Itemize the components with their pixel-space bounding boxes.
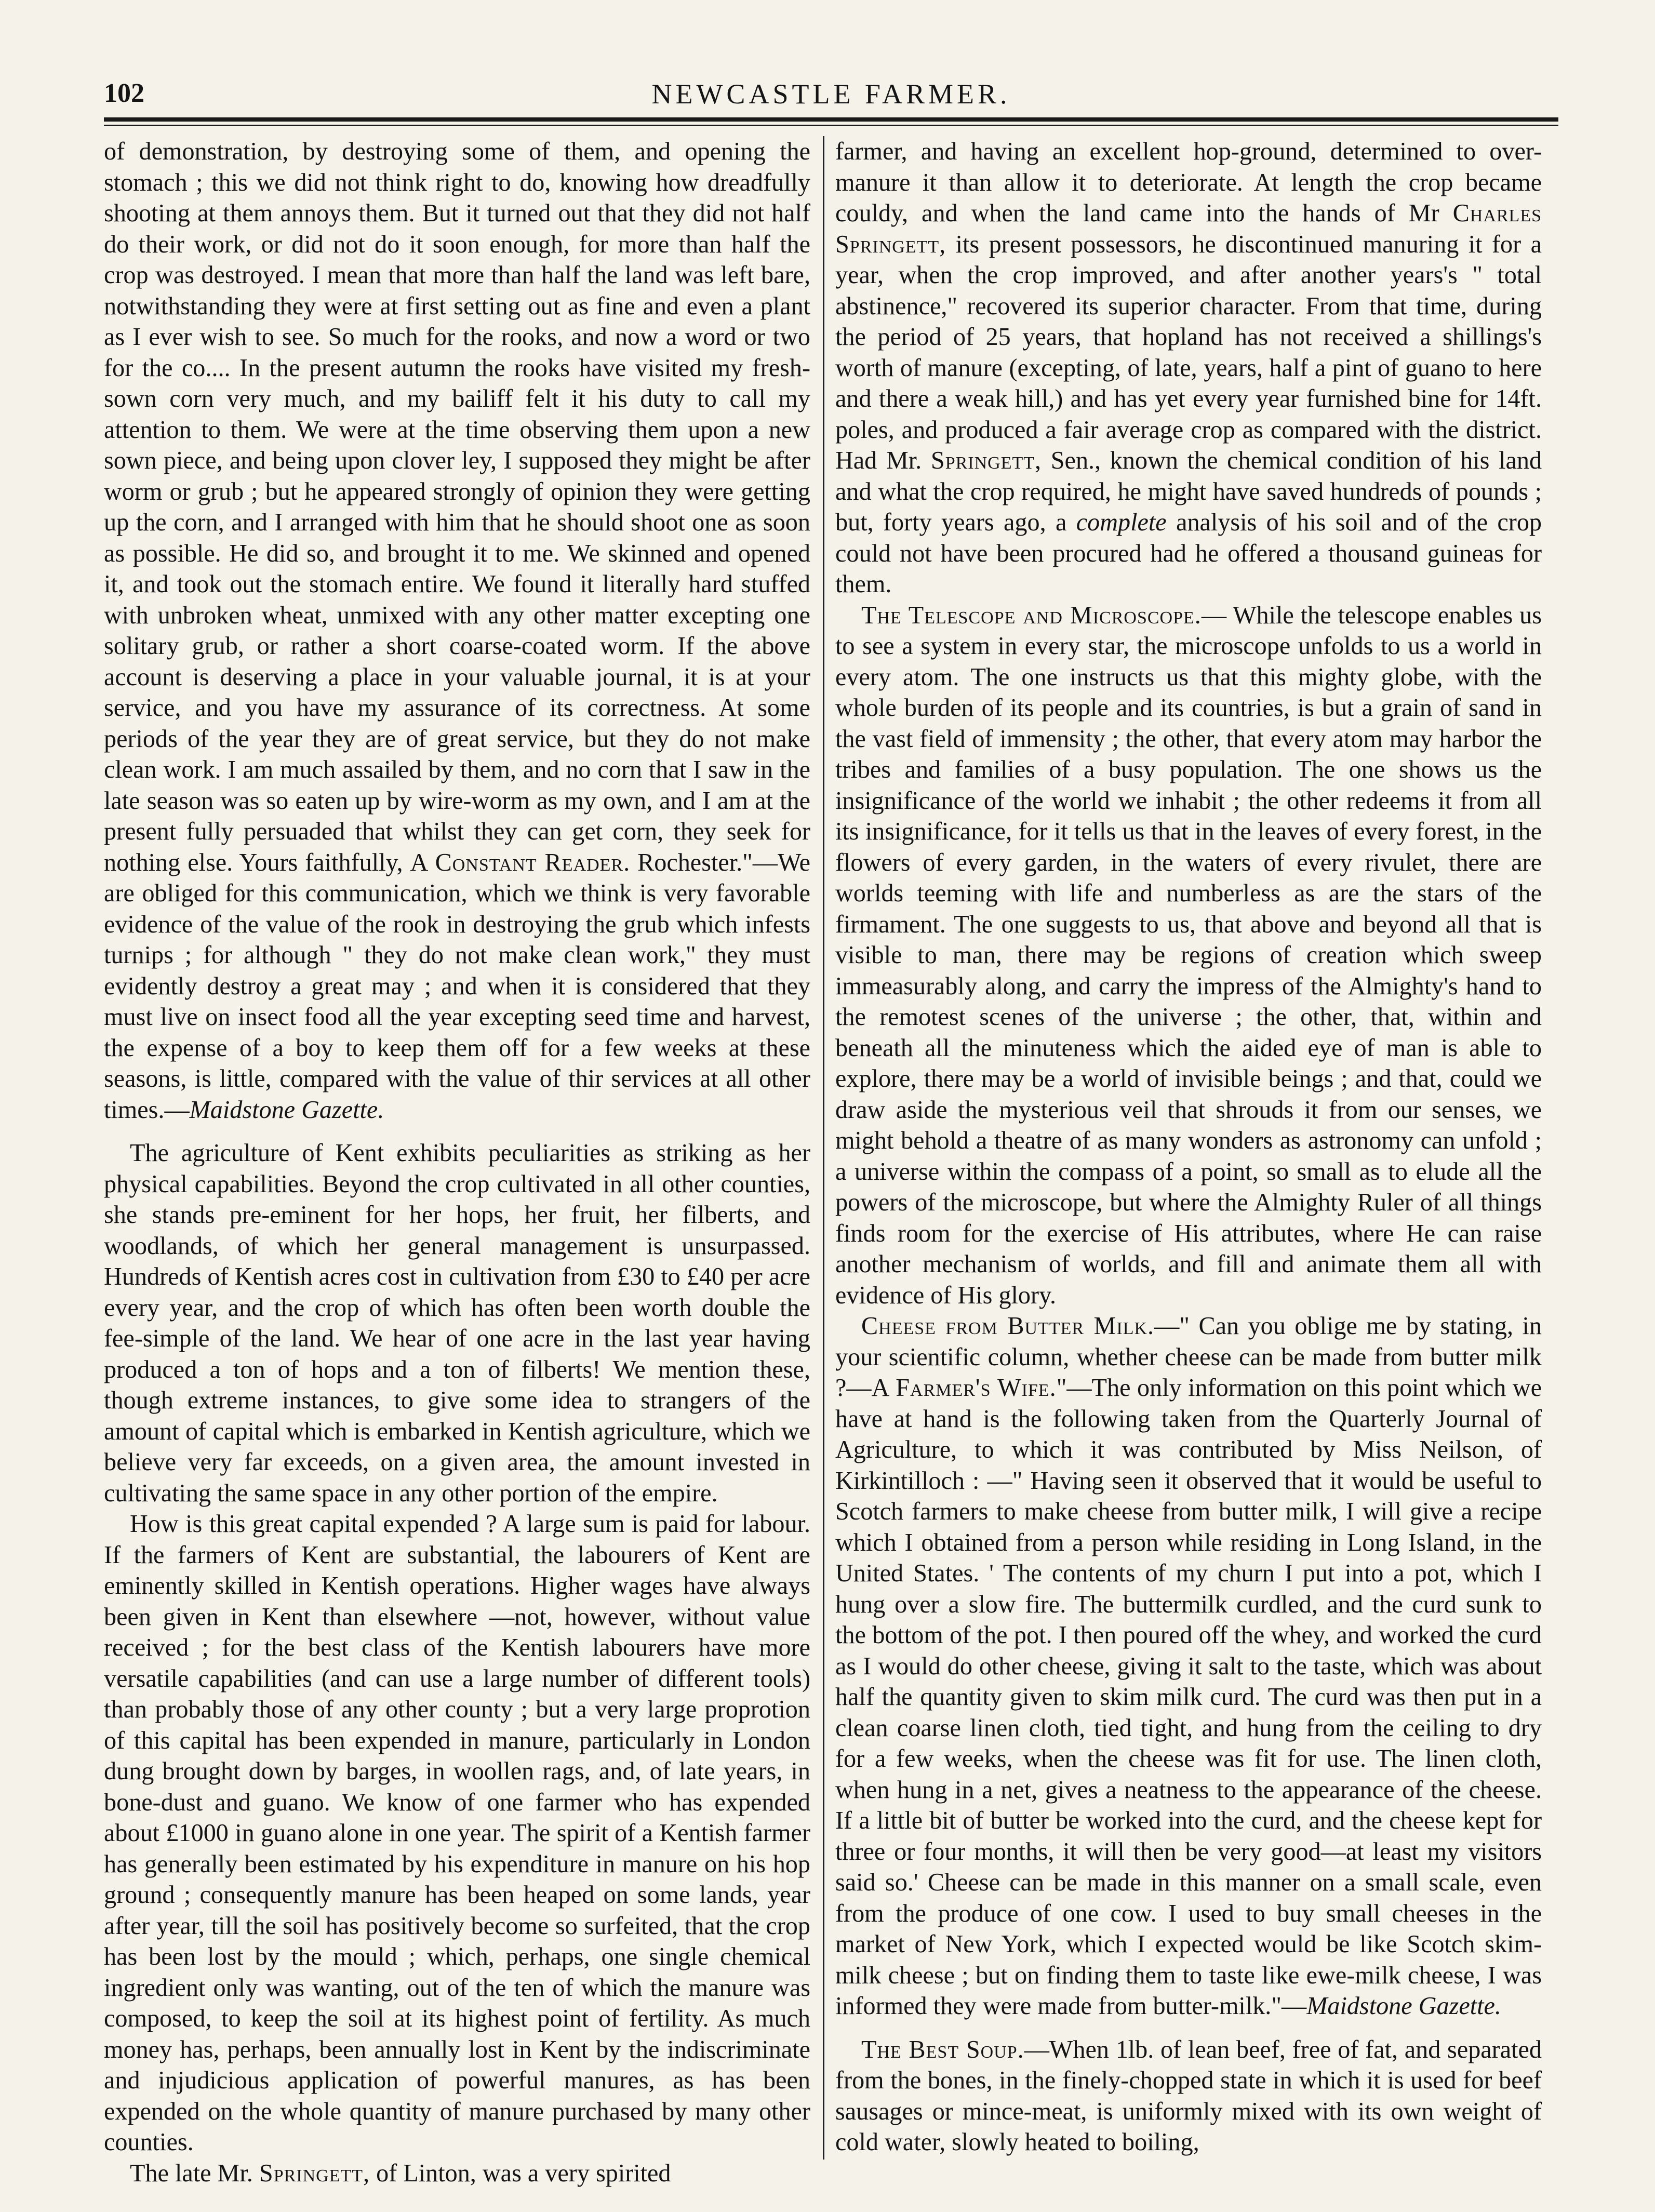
farmers-wife-signature: A Farmer's Wife. <box>871 1374 1057 1402</box>
article-telescope <box>835 600 1542 1311</box>
soup-body: —When 1lb. of lean beef, free of fat, and separated from the bones, in the finely-chopped state in which it is used for beef sausages or mince-meat, is uniformly mixed with its own weight of cold water, slowly heated to boiling, <box>835 2035 1542 2156</box>
springett-text-a: The late Mr. <box>130 2159 253 2187</box>
rooks-editor-reply: Rochester."—We are obliged for this communication, which we think is very favorable evidence of the value of the rook in destroying the grub which infests turnips ; for although " they do not make clean work," they must evidently destroy a great may ; and when it is considered that they must live on insect food all the year excepting seed time and harvest, the expense of a boy to keep them off for a few weeks at these seasons, is little, compared with the value of thir services at all other times.— <box>104 848 811 1124</box>
running-title: NEWCASTLE FARMER. <box>651 78 1011 110</box>
source-citation-2: Maidstone Gazette. <box>1306 1992 1501 2020</box>
telescope-body: — While the telescope enables us to see a system in every star, the microscope unfolds to us a world in every atom. The one instructs us that this mighty globe, with the whole burden of its people and its countries, is but a grain of sand in the vast field of immensity ; the other, that every atom may harbor the tribes and families of a busy population. The one shows us the insignificance of the world we inhabit ; the other redeems it from all its insignificance, for it tells us that in the leaves of every forest, in the flowers of every garden, in the waters of every rivulet, there are worlds teeming with life and numberless as are the stars of the firmament. The one suggests to us, that above and beyond all that is visible to man, there may be regions of creation which sweep immeasurably along, and carry the impress of the Almighty's hand to the remotest scenes of the universe ; the other, that, within and beneath all the minuteness which the aided eye of man is able to explore, there may be a world of invisible beings ; and that, could we draw aside the mysterious veil that shrouds it from our senses, we might behold a theatre of as many wonders as astronomy can unfold ; a universe within the compass of a point, so small as to elude all the powers of the microscope, but where the Almighty Ruler of all things finds room for the exercise of His attributes, where He can raise another mechanism of worlds, and fill and animate them all with evidence of His glory. <box>835 601 1542 1309</box>
springett-cont-b: its present possessors, he discontinued manuring it for a year, when the crop improved, and after another years's " total abstinence," recovered its superior character. From that time, during the period of 25 years, that hopland has not received a shillings's worth of manure (excepting, of late, years, half a pint of guano to here and there a weak hill,) and has yet every year furnished bine for 14ft. poles, and produced a fair average crop as compared with the district. Had Mr. <box>835 230 1542 474</box>
column-divider <box>823 136 824 2160</box>
cheese-question: —" Can you oblige me by stating, in your scientific column, whether cheese can be made from butter milk ?— <box>835 1312 1542 1402</box>
cheese-heading: Cheese from Butter Milk. <box>861 1312 1155 1340</box>
springett-name-2: Springett, <box>930 447 1042 474</box>
soup-heading: The Best Soup. <box>861 2035 1024 2063</box>
left-column <box>104 136 811 2187</box>
article-kent-capital: How is this great capital expended ? A large sum is paid for labour. If the farmers of Kent are substantial, the labourers of Kent are eminently skilled in Kentish operations. Higher wages have always been given in Kent than elsewhere —not, however, without value received ; for the best class of the Kentish labourers have more versatile capabilities (and can use a large number of different tools) than probably those of any other county ; but a very large proprotion of this capital has been expended in manure, particularly in London dung brought down by barges, in woollen rags, and, of late years, in bone-dust and guano. We know of one farmer who has expended about £1000 in guano alone in one year. The spirit of a Kentish farmer has generally been estimated by his expenditure in manure on his hop ground ; consequently manure has been heaped on some lands, year after year, till the soil has positively become so surfeited, that the crop has been lost by the mould ; which, perhaps, one single chemical ingredient only was wanting, out of the ten of which the manure was composed, to keep the soil at its highest point of fertility. As much money has, perhaps, been annually lost in Kent by the indiscriminate and injudicious application of powerful manures, as has been expended on the whole quantity of manure purchased by many other counties. <box>104 1510 810 2156</box>
article-cheese <box>835 1311 1542 2022</box>
article-springett-start <box>104 2158 810 2189</box>
right-column <box>835 136 1542 2160</box>
springett-cont-a: farmer, and having an excellent hop-ground, determined to over-manure it than allow it to deteriorate. At length the crop became couldy, and when the land came into the hands of Mr <box>835 138 1542 227</box>
cheese-body: "—The only information on this point which we have at hand is the following taken from the Quarterly Journal of Agriculture, to which it was contributed by Miss Neilson, of Kirkintilloch : —" Having seen it observed that it would be useful to Scotch farmers to make cheese from butter milk, I will give a recipe which I obtained from a person while residing in Long Island, in the United States. ' The contents of my churn I put into a pot, which I hung over a slow fire. The buttermilk curdled, and the curd sunk to the bottom of the pot. I then poured off the whey, and worked the curd as I would do other cheese, giving it salt to the taste, which was about half the quantity given to skim milk curd. The curd was then put in a clean coarse linen cloth, tied tight, and hung from the ceiling to dry for a few weeks, when the cheese was fit for use. The linen cloth, when hung in a net, gives a neatness to the appearance of the cheese. If a little bit of butter be worked into the curd, and the cheese kept for three or four months, it will then be very good—at least my visitors said so.' Cheese can be made in this manner on a small scale, even from the produce of one cow. I used to buy small cheeses in the market of New York, which I expected would be like Scotch skim-milk cheese ; but on finding them to taste like ewe-milk cheese, I was informed they were made from butter-milk."— <box>835 1374 1542 2020</box>
article-springett-cont <box>835 136 1542 600</box>
rooks-letter-text: of demonstration, by destroying some of them, and opening the stomach ; this we did not think right to do, knowing how dreadfully shooting at them annoys them. But it turned out that they did not half do their work, or did not do it soon enough, for more than half the crop was destroyed. I mean that more than half the land was left bare, notwithstanding they were at first setting out as fine and even a plant as I ever wish to see. So much for the rooks, and now a word or two for the co.... In the present autumn the rooks have visited my fresh-sown corn very much, and my bailiff felt it his duty to call my attention to them. We were at the time observing them upon a new sown piece, and being upon clover ley, I supposed they might be after worm or grub ; but he appeared strongly of opinion they were getting up the corn, and I arranged with him that he should shoot one as soon as possible. He did so, and brought it to me. We skinned and opened it, and took out the stomach entire. We found it literally hard stuffed with unbroken wheat, unmixed with any other matter excepting one solitary grub, or rather a short coarse-coated worm. If the above account is deserving a place in your valuable journal, it is at your service, and you have my assurance of its correctness. At some periods of the year they are of great service, but they do not make clean work. I am much assailed by them, and no corn that I saw in the late season was so eaten up by wire-worm as my own, and I am at the present fully persuaded that whilst they can get corn, they seek for nothing else. Yours faithfully, <box>104 138 810 876</box>
complete-emphasis: complete <box>1076 509 1167 536</box>
springett-text-b: of Linton, was a very spirited <box>376 2159 671 2187</box>
page-header <box>104 78 1558 114</box>
article-rooks-paragraph <box>104 136 810 1125</box>
springett-name: Springett, <box>259 2159 370 2187</box>
article-best-soup <box>835 2034 1542 2158</box>
letter-signature: A Constant Reader. <box>410 848 631 876</box>
header-rule-thin <box>104 125 1558 126</box>
source-citation: Maidstone Gazette. <box>189 1096 384 1124</box>
article-kent-agriculture: The agriculture of Kent exhibits peculiarities as striking as her physical capabilities. Beyond the crop cultivated in all other counties, she stands pre-eminent for her hops, her fruit, her filberts, and woodlands, of which her general management is unsurpassed. Hundreds of Kentish acres cost in cultivation from £30 to £40 per acre every year, and the crop of which has often been worth double the fee-simple of the land. We hear of one acre in the last year having produced a ton of hops and a ton of filberts! We mention these, though extreme instances, to give some idea to strangers of the amount of capital which is embarked in Kentish agriculture, which we believe very far exceeds, on a given area, the amount invested in cultivating the same space in any other portion of the empire. <box>104 1139 810 1507</box>
page-number: 102 <box>104 78 144 108</box>
springett-cont-d: analysis of his soil and of the crop could not have been procured had he offered a thousand guineas for them. <box>835 509 1542 598</box>
charles-springett-name: Charles Springett, <box>835 199 1542 258</box>
springett-cont-c: Sen., known the chemical condition of his land and what the crop required, he might have saved hundreds of pounds ; but, forty years ago, a <box>835 447 1542 536</box>
header-rule-thick <box>104 117 1558 122</box>
telescope-heading: The Telescope and Microscope. <box>861 601 1202 629</box>
